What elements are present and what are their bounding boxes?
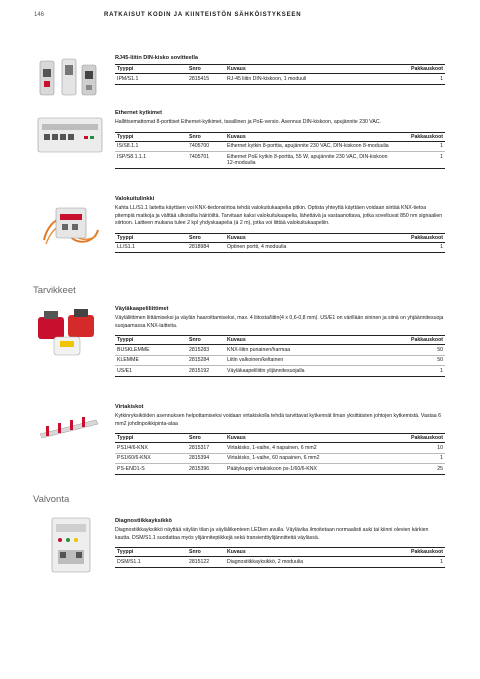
cell-type: US/E1 [115,366,187,377]
product-bus-terminals [115,306,445,377]
table-row [115,557,445,568]
product-title: Diagnostiikkayksikkö [115,518,172,524]
column-header-description: Kuvaus [225,434,391,443]
cell-pack: 50 [391,345,445,356]
column-header-code: Snro [187,336,225,345]
column-header-pack: Pakkauskoot [391,434,445,443]
cell-description: Optinen portti, 4 moduulia [225,242,391,253]
table-row [115,443,445,454]
product-table [115,433,445,475]
column-header-code: Snro [187,65,225,74]
cell-description: Ethernet kytkin 8-porttia, apujännite 230 VAC, DIN-kiskoon 8-moduulia [225,141,391,152]
column-header-pack: Pakkauskoot [391,132,445,141]
cell-code: 7405700 [187,141,225,152]
table-row [115,345,445,356]
section-heading-valvonta: Valvonta [33,494,70,505]
cell-type: IS/S8.1.1 [115,141,187,152]
cell-description: Päätykuppi virtakiskoon ps-1/60/6-KNX [225,464,391,475]
cell-pack: 1 [391,366,445,377]
column-header-pack: Pakkauskoot [391,336,445,345]
column-header-code: Snro [187,233,225,242]
diagnostic-unit-image [48,514,94,576]
ethernet-switch-image [36,112,106,156]
cell-code: 2815396 [187,464,225,475]
cell-type: DSM/S1.1 [115,557,187,568]
cell-description: Liitin valkoinen/keltainen [225,355,391,366]
cell-description: Väyläkaapeliliitin ylijännitesuojalla [225,366,391,377]
cell-pack: 10 [391,443,445,454]
cell-pack: 1 [391,453,445,464]
column-header-description: Kuvaus [225,132,391,141]
cell-pack: 1 [391,557,445,568]
page-header [34,12,446,24]
product-description: Hallittsemattomat 8-porttiset Ethernet-kytkimet, tavallinen ja PoE-versio. Asennus DIN-kiskoon, apujännite 230 VAC. [115,119,382,125]
cell-code: 2815284 [187,355,225,366]
cell-type: PS1/60/6-KNX [115,453,187,464]
cell-code: 2818984 [187,242,225,253]
cell-type: ISP/S8.1.1.1 [115,152,187,169]
product-description: Väyläliittimen liittämiseksi ja väylän haaroittamiseksi, max. 4 liitosta/liitin(4 x 0,6-0,8 mm). US/E1 on värillään sininen ja siinä on yhjäännitesuoja suojaamassa KNX-laitteita. [115,315,444,329]
column-header-type: Tyyppi [115,336,187,345]
cell-type: KLEMME [115,355,187,366]
cell-pack: 50 [391,355,445,366]
cell-code: 2815317 [187,443,225,454]
product-rj45 [115,55,445,85]
product-busbars [115,404,445,475]
rj45-adapter-image [36,55,102,103]
cell-type: IPM/S1.1 [115,74,187,85]
section-heading-tarvikkeet: Tarvikkeet [33,285,76,296]
table-row [115,355,445,366]
table-row [115,464,445,475]
cell-type: PS-END1-S [115,464,187,475]
column-header-pack: Pakkauskoot [391,548,445,557]
cell-code: 2815283 [187,345,225,356]
column-header-pack: Pakkauskoot [391,233,445,242]
column-header-code: Snro [187,548,225,557]
cell-description: Ethernet PoE kytkin 8-porttia, 55 W, apujännite 230 VAC, DIN-kiskoon 12-moduulia [225,152,391,169]
cell-description: Virtakisko, 1-vaihe, 60 napainen, 6 mm2 [225,453,391,464]
column-header-code: Snro [187,132,225,141]
product-table [115,233,445,254]
cell-code: 2815122 [187,557,225,568]
column-header-pack: Pakkauskoot [391,65,445,74]
table-row [115,242,445,253]
product-title: Väyläkaapeliliittimet [115,306,169,312]
cell-code: 2815415 [187,74,225,85]
product-title: RJ45-liitin DIN-kisko sovitteella [115,55,198,61]
busbar-image [36,412,102,442]
page-title: RATKAISUT KODIN JA KIINTEISTÖN SÄHKÖISTYKSEEN [104,12,302,18]
cell-code: 2815394 [187,453,225,464]
product-optical-link [115,196,445,253]
column-header-description: Kuvaus [225,336,391,345]
column-header-type: Tyyppi [115,233,187,242]
cell-description: Diagnostiikkayksikkö, 2 moduulia [225,557,391,568]
table-row [115,74,445,85]
product-table [115,335,445,377]
product-table [115,132,445,170]
page-number: 146 [34,12,45,18]
product-table [115,547,445,568]
product-title: Valokuitulinkki [115,196,155,202]
cell-type: LL/S1.1 [115,242,187,253]
product-description: Diagnostiikkayksikkö näyttää väylän tilan ja väyläliikenteen LEDien avulla. Väylävika ilmoitetaan normaalisti auki tai kiinni olevien kärkien kautta. DSM/S1.1 suodattaa myös ylijännitepiikkejä sekä transienttiylijännitteitä väylässä. [115,527,429,541]
cell-code: 7405701 [187,152,225,169]
product-title: Ethernet kytkimet [115,110,162,116]
optical-link-image [38,200,104,254]
column-header-type: Tyyppi [115,548,187,557]
cell-description: KNX-liitin punainen/harmaa [225,345,391,356]
product-ethernet-switch [115,110,445,169]
column-header-type: Tyyppi [115,65,187,74]
cell-type: PS1/4/6-KNX [115,443,187,454]
product-diagnostic-unit [115,518,445,568]
cell-description: RJ-45 liitin DIN-kiskoon, 1 moduuli [225,74,391,85]
table-row [115,141,445,152]
cell-description: Virtakisko, 1-vaihe, 4 napainen, 6 mm2 [225,443,391,454]
product-description: Kahta LL/S1.1 laitetta käyttäen voi KNX-tiedonsiirtoa tehdä valokuitukaapelia pitkin. Optista yhteyttä käyttäen voidaan siirtää KNX-tietoa pitempiä matkoja ja välttää ulkoisilta häiriöiltä. Tarvitaan kaksi valokuitukaapelia, lähettävä ja vastaanottava, jotka soveltuvat 850 nm signaalien siirtoon. Laitteen mukana tulee 2 kpl yhdyskaapelia (á 2 m), jotka voi liittää valokuitukaapeliin. [115,205,443,227]
column-header-code: Snro [187,434,225,443]
cell-type: BUSKLEMME [115,345,187,356]
product-description: Kytkinryksiköiden asennuksen helpottamiseksi voidaan virtakiskolla tehdä tarvittavat kytkennät ilman yksittäisten johtojen kytkemistä. Vastaa 6 mm2 johdinpoikkipinta-alaa [115,413,442,427]
table-row [115,152,445,169]
table-row [115,366,445,377]
column-header-description: Kuvaus [225,548,391,557]
product-table [115,64,445,85]
column-header-type: Tyyppi [115,132,187,141]
table-row [115,453,445,464]
column-header-type: Tyyppi [115,434,187,443]
bus-terminal-image [36,305,102,357]
cell-pack: 1 [391,242,445,253]
product-title: Virtakiskot [115,404,144,410]
cell-pack: 25 [391,464,445,475]
cell-pack: 1 [391,74,445,85]
column-header-description: Kuvaus [225,65,391,74]
cell-pack: 1 [391,141,445,152]
cell-code: 2815192 [187,366,225,377]
cell-pack: 1 [391,152,445,169]
column-header-description: Kuvaus [225,233,391,242]
